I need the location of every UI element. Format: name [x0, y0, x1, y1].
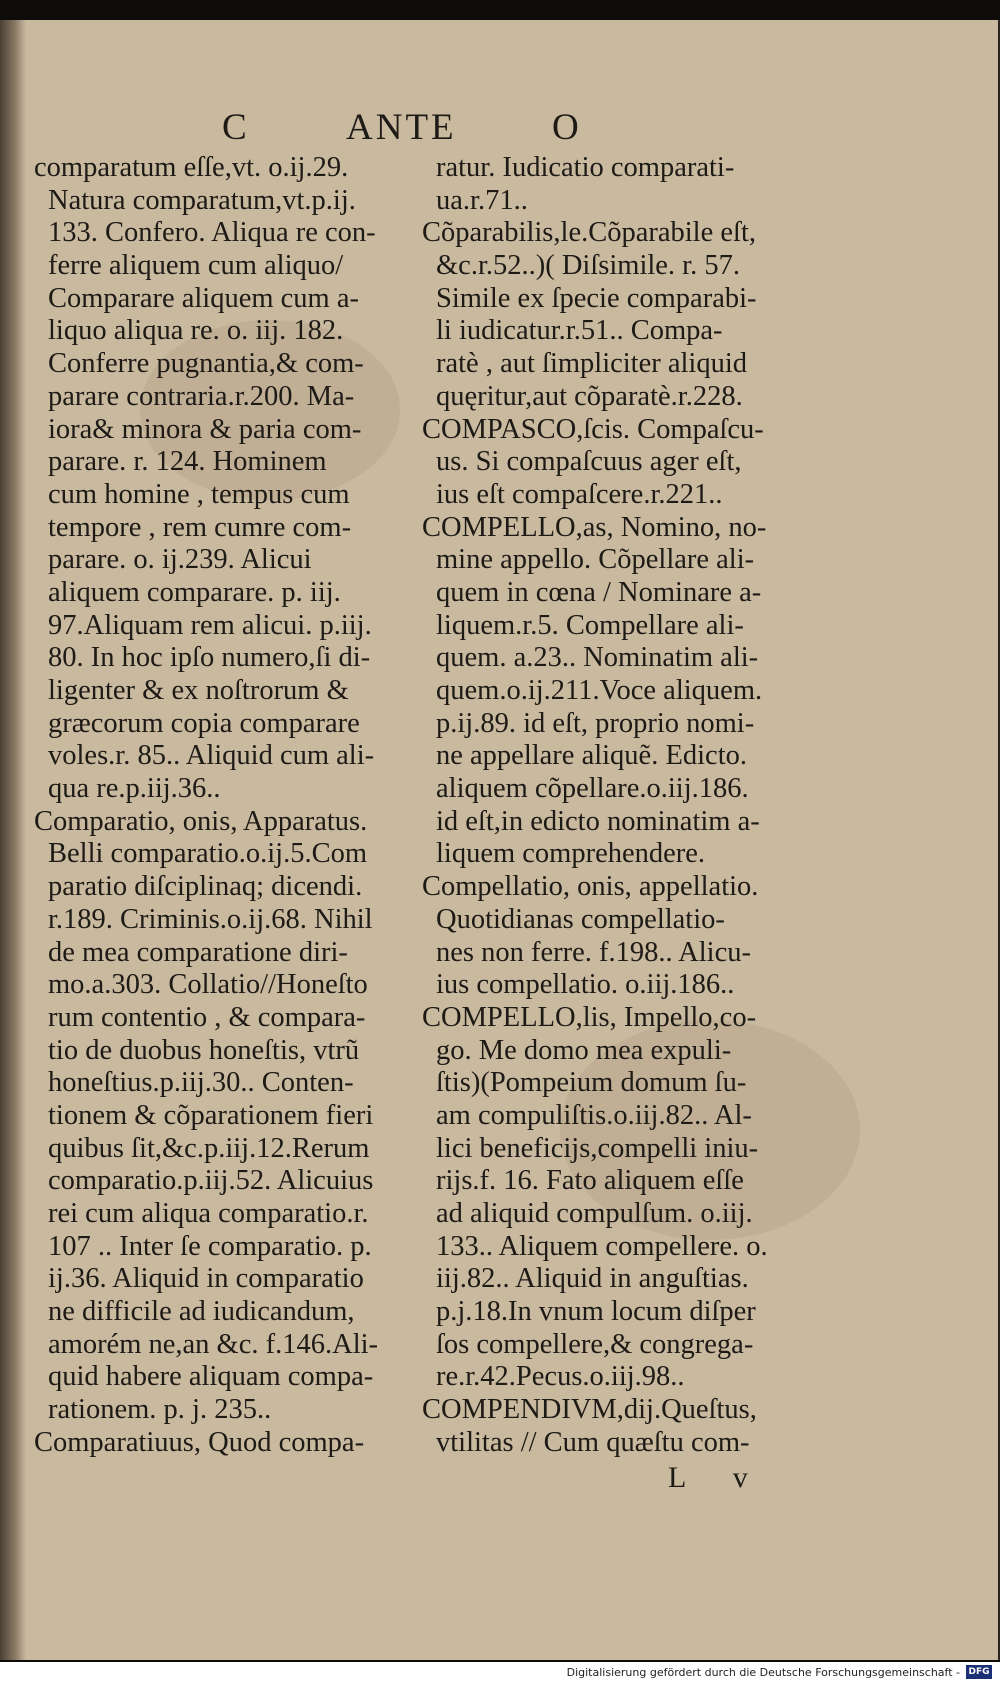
text-line: am compuliſtis.o.iij.82.. Al- [436, 1099, 752, 1131]
text-line: parare. o. ij.239. Alicui [48, 544, 312, 576]
text-line: COMPENDIVM,dij.Queſtus, [422, 1394, 757, 1426]
text-line: quem. a.23.. Nominatim ali- [436, 642, 759, 674]
text-line: cum homine , tempus cum [48, 478, 350, 510]
text-line: amorém ne,an &c. f.146.Ali- [48, 1328, 379, 1360]
text-line: li iudicatur.r.51.. Compa- [436, 315, 723, 347]
left-text-column [34, 152, 480, 1460]
text-line: rationem. p. j. 235.. [48, 1394, 272, 1426]
text-line: ius compellatio. o.iij.186.. [436, 969, 735, 1001]
text-line: ratur. Iudicatio comparati- [436, 152, 735, 183]
text-line: qua re.p.iij.36.. [48, 773, 221, 805]
text-line: Simile ex ſpecie comparabi- [436, 282, 757, 314]
text-line: tempore , rem cumre com- [48, 511, 352, 543]
running-header [0, 106, 998, 150]
text-line: ſos compellere,& congrega- [436, 1328, 754, 1360]
text-line: 97.Aliquam rem alicui. p.iij. [48, 609, 372, 641]
text-line: us. Si compaſcuus ager eſt, [436, 446, 742, 478]
header-right-letter: O [552, 107, 582, 148]
text-line: ij.36. Aliquid in comparatio [48, 1263, 364, 1295]
digitization-footer [0, 1662, 1000, 1684]
text-line: de mea comparatione diri- [48, 936, 348, 968]
text-line: ua.r.71.. [436, 184, 528, 216]
header-left-letter: C [222, 107, 250, 148]
text-line: rum contentio , & compara- [48, 1001, 366, 1033]
dfg-logo: DFG [966, 1665, 992, 1679]
text-line: iora& minora & paria com- [48, 413, 362, 445]
text-line: ne appellare aliquẽ. Edicto. [436, 740, 747, 772]
text-line: paratio diſciplinaq; dicendi. [48, 871, 363, 903]
right-text-column [422, 152, 876, 1460]
text-line: tionem & cõparationem fieri [48, 1099, 374, 1131]
text-line: ligenter & ex noſtrorum & [48, 675, 349, 706]
text-line: COMPELLO,lis, Impello,co- [422, 1001, 757, 1033]
text-line: græcorum copia comparare [48, 707, 360, 739]
text-line: quęritur,aut cõparatè.r.228. [436, 380, 743, 412]
text-line: aliquem comparare. p. iij. [48, 576, 341, 608]
text-line: quem in cœna / Nominare a- [436, 576, 762, 608]
text-line: liquem comprehendere. [436, 838, 706, 870]
text-line: honeſtius.p.iij.30.. Conten- [48, 1067, 354, 1099]
text-line: mine appello. Cõpellare ali- [436, 544, 755, 576]
text-line: parare. r. 124. Hominem [48, 446, 327, 478]
text-line: Conferre pugnantia,& com- [48, 348, 364, 380]
text-line: Natura comparatum,vt.p.ij. [48, 184, 356, 216]
text-line: id eſt,in edicto nominatim a- [436, 805, 760, 837]
text-line: ne difficile ad iudicandum, [48, 1296, 355, 1328]
text-line: rijs.f. 16. Fato aliquem eſſe [436, 1165, 744, 1197]
text-line: comparatum eſſe,vt. o.ij.29. [34, 152, 349, 183]
text-line: ferre aliquem cum aliquo/ [48, 250, 344, 282]
text-line: parare contraria.r.200. Ma- [48, 380, 355, 412]
text-line: 133.. Aliquem compellere. o. [436, 1230, 768, 1262]
text-line: Comparatio, onis, Apparatus. [34, 805, 368, 837]
text-line: vtilitas // Cum quæſtu com- [436, 1426, 750, 1458]
text-line: voles.r. 85.. Aliquid cum ali- [48, 740, 375, 772]
header-center-word: ANTE [346, 107, 457, 148]
text-line: go. Me domo mea expuli- [436, 1034, 732, 1066]
text-line: tio de duobus honeſtis, vtrũ [48, 1034, 360, 1066]
text-line: Belli comparatio.o.ij.5.Com [48, 838, 367, 870]
text-line: ſtis)(Pompeium domum ſu- [436, 1067, 747, 1099]
text-line: Comparatiuus, Quod compa- [34, 1426, 365, 1458]
signature-mark: L v [668, 1461, 768, 1494]
text-line: 107 .. Inter ſe comparatio. p. [48, 1230, 372, 1262]
text-line: COMPASCO,ſcis. Compaſcu- [422, 413, 764, 445]
text-line: 80. In hoc ipſo numero,ſi di- [48, 642, 371, 674]
text-line: Cõparabilis,le.Cõparabile eſt, [422, 217, 756, 249]
text-line: rei cum aliqua comparatio.r. [48, 1198, 369, 1229]
text-line: ratè , aut ſimpliciter aliquid [436, 348, 748, 380]
text-line: p.j.18.In vnum locum diſper [436, 1296, 756, 1328]
text-line: Comparare aliquem cum a- [48, 282, 359, 314]
text-line: iij.82.. Aliquid in anguſtias. [436, 1263, 749, 1295]
text-line: ad aliquid compulſum. o.iij. [436, 1198, 753, 1229]
text-line: r.189. Criminis.o.ij.68. Nihil [48, 903, 373, 935]
text-line: quibus ſit,&c.p.iij.12.Rerum [48, 1132, 370, 1164]
text-line: liquo aliqua re. o. iij. 182. [48, 315, 344, 347]
text-line: Compellatio, onis, appellatio. [422, 871, 759, 903]
text-line: COMPELLO,as, Nomino, no- [422, 511, 767, 543]
text-line: 133. Confero. Aliqua re con- [48, 217, 376, 249]
footer-credit: Digitalisierung gefördert durch die Deutsche Forschungsgemeinschaft - [566, 1666, 960, 1679]
text-line: re.r.42.Pecus.o.iij.98.. [436, 1361, 685, 1393]
text-line: comparatio.p.iij.52. Alicuius [48, 1165, 374, 1197]
text-line: nes non ferre. f.198.. Alicu- [436, 936, 751, 968]
page-gutter-shadow [0, 20, 26, 1660]
text-line: lici beneficijs,compelli iniu- [436, 1132, 759, 1164]
text-line: quid habere aliquam compa- [48, 1361, 374, 1393]
book-page [0, 20, 1000, 1660]
text-line: p.ij.89. id eſt, proprio nomi- [436, 707, 755, 739]
text-line: aliquem cõpellare.o.iij.186. [436, 773, 749, 805]
text-line: &c.r.52..)( Diſsimile. r. 57. [436, 250, 740, 282]
text-line: ius eſt compaſcere.r.221.. [436, 478, 723, 510]
text-line: liquem.r.5. Compellare ali- [436, 609, 744, 641]
text-line: quem.o.ij.211.Voce aliquem. [436, 675, 763, 706]
text-line: Quotidianas compellatio- [436, 903, 725, 935]
text-line: mo.a.303. Collatio//Honeſto [48, 969, 368, 1001]
